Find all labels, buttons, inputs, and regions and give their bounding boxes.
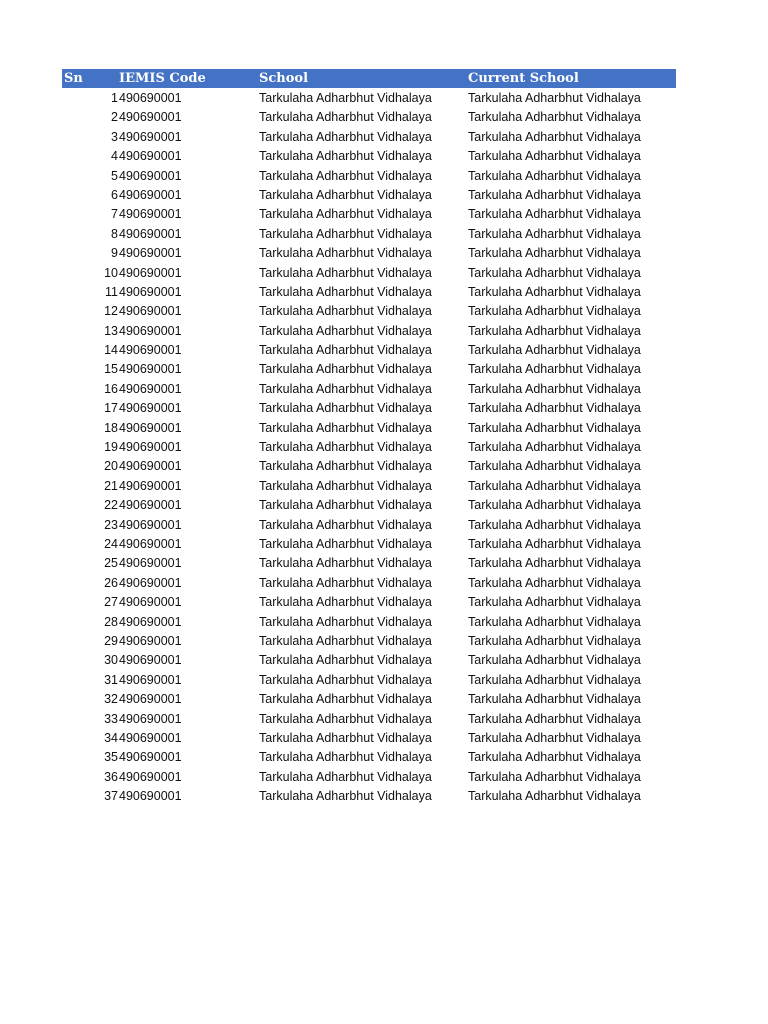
cell-iemis-code: 490690001 bbox=[119, 401, 182, 416]
cell-sn: 23 bbox=[104, 517, 118, 532]
cell-sn: 7 bbox=[111, 207, 118, 222]
cell-current-school: Tarkulaha Adharbhut Vidhalaya bbox=[468, 168, 641, 183]
cell-sn: 29 bbox=[104, 633, 118, 648]
cell-iemis-code: 490690001 bbox=[119, 498, 182, 513]
cell-sn: 6 bbox=[111, 187, 118, 202]
cell-iemis-code: 490690001 bbox=[119, 653, 182, 668]
table-row bbox=[0, 535, 768, 554]
cell-school: Tarkulaha Adharbhut Vidhalaya bbox=[259, 711, 432, 726]
cell-current-school: Tarkulaha Adharbhut Vidhalaya bbox=[468, 401, 641, 416]
cell-current-school: Tarkulaha Adharbhut Vidhalaya bbox=[468, 769, 641, 784]
cell-school: Tarkulaha Adharbhut Vidhalaya bbox=[259, 401, 432, 416]
cell-sn: 4 bbox=[111, 149, 118, 164]
cell-current-school: Tarkulaha Adharbhut Vidhalaya bbox=[468, 536, 641, 551]
cell-sn: 31 bbox=[104, 672, 118, 687]
cell-iemis-code: 490690001 bbox=[119, 91, 182, 105]
cell-iemis-code: 490690001 bbox=[119, 459, 182, 474]
table-row bbox=[0, 89, 768, 108]
cell-school: Tarkulaha Adharbhut Vidhalaya bbox=[259, 556, 432, 571]
table-row bbox=[0, 710, 768, 729]
cell-current-school: Tarkulaha Adharbhut Vidhalaya bbox=[468, 789, 641, 804]
cell-current-school: Tarkulaha Adharbhut Vidhalaya bbox=[468, 653, 641, 668]
cell-current-school: Tarkulaha Adharbhut Vidhalaya bbox=[468, 362, 641, 377]
cell-sn: 20 bbox=[104, 459, 118, 474]
cell-iemis-code: 490690001 bbox=[119, 536, 182, 551]
cell-school: Tarkulaha Adharbhut Vidhalaya bbox=[259, 614, 432, 629]
table-row bbox=[0, 360, 768, 379]
cell-school: Tarkulaha Adharbhut Vidhalaya bbox=[259, 284, 432, 299]
table-row bbox=[0, 613, 768, 632]
cell-school: Tarkulaha Adharbhut Vidhalaya bbox=[259, 498, 432, 513]
cell-sn: 33 bbox=[104, 711, 118, 726]
cell-current-school: Tarkulaha Adharbhut Vidhalaya bbox=[468, 575, 641, 590]
cell-sn: 25 bbox=[104, 556, 118, 571]
cell-current-school: Tarkulaha Adharbhut Vidhalaya bbox=[468, 91, 641, 105]
cell-iemis-code: 490690001 bbox=[119, 207, 182, 222]
cell-current-school: Tarkulaha Adharbhut Vidhalaya bbox=[468, 459, 641, 474]
cell-school: Tarkulaha Adharbhut Vidhalaya bbox=[259, 304, 432, 319]
cell-iemis-code: 490690001 bbox=[119, 420, 182, 435]
table-row bbox=[0, 593, 768, 612]
cell-school: Tarkulaha Adharbhut Vidhalaya bbox=[259, 187, 432, 202]
table-row bbox=[0, 671, 768, 690]
cell-school: Tarkulaha Adharbhut Vidhalaya bbox=[259, 653, 432, 668]
cell-current-school: Tarkulaha Adharbhut Vidhalaya bbox=[468, 614, 641, 629]
cell-sn: 36 bbox=[104, 769, 118, 784]
cell-school: Tarkulaha Adharbhut Vidhalaya bbox=[259, 692, 432, 707]
cell-current-school: Tarkulaha Adharbhut Vidhalaya bbox=[468, 478, 641, 493]
cell-school: Tarkulaha Adharbhut Vidhalaya bbox=[259, 168, 432, 183]
cell-iemis-code: 490690001 bbox=[119, 265, 182, 280]
cell-current-school: Tarkulaha Adharbhut Vidhalaya bbox=[468, 323, 641, 338]
cell-school: Tarkulaha Adharbhut Vidhalaya bbox=[259, 459, 432, 474]
cell-iemis-code: 490690001 bbox=[119, 750, 182, 765]
cell-iemis-code: 490690001 bbox=[119, 730, 182, 745]
cell-school: Tarkulaha Adharbhut Vidhalaya bbox=[259, 362, 432, 377]
cell-sn: 11 bbox=[105, 284, 118, 299]
cell-school: Tarkulaha Adharbhut Vidhalaya bbox=[259, 226, 432, 241]
cell-school: Tarkulaha Adharbhut Vidhalaya bbox=[259, 440, 432, 455]
table-header-row bbox=[62, 69, 676, 88]
cell-current-school: Tarkulaha Adharbhut Vidhalaya bbox=[468, 692, 641, 707]
cell-current-school: Tarkulaha Adharbhut Vidhalaya bbox=[468, 556, 641, 571]
table-row bbox=[0, 167, 768, 186]
table-row bbox=[0, 302, 768, 321]
cell-current-school: Tarkulaha Adharbhut Vidhalaya bbox=[468, 498, 641, 513]
cell-sn: 18 bbox=[104, 420, 118, 435]
cell-sn: 8 bbox=[111, 226, 118, 241]
cell-school: Tarkulaha Adharbhut Vidhalaya bbox=[259, 517, 432, 532]
cell-sn: 28 bbox=[104, 614, 118, 629]
table-row bbox=[0, 225, 768, 244]
table-row bbox=[0, 128, 768, 147]
cell-iemis-code: 490690001 bbox=[119, 692, 182, 707]
cell-iemis-code: 490690001 bbox=[119, 633, 182, 648]
cell-iemis-code: 490690001 bbox=[119, 323, 182, 338]
cell-current-school: Tarkulaha Adharbhut Vidhalaya bbox=[468, 381, 641, 396]
cell-iemis-code: 490690001 bbox=[119, 343, 182, 358]
cell-iemis-code: 490690001 bbox=[119, 672, 182, 687]
cell-iemis-code: 490690001 bbox=[119, 595, 182, 610]
cell-iemis-code: 490690001 bbox=[119, 478, 182, 493]
cell-sn: 37 bbox=[104, 789, 118, 804]
cell-sn: 21 bbox=[104, 478, 118, 493]
table-row bbox=[0, 516, 768, 535]
cell-iemis-code: 490690001 bbox=[119, 575, 182, 590]
table-row bbox=[0, 748, 768, 767]
column-header-sn: Sn bbox=[64, 71, 83, 86]
cell-school: Tarkulaha Adharbhut Vidhalaya bbox=[259, 478, 432, 493]
cell-current-school: Tarkulaha Adharbhut Vidhalaya bbox=[468, 672, 641, 687]
cell-sn: 27 bbox=[104, 595, 118, 610]
cell-school: Tarkulaha Adharbhut Vidhalaya bbox=[259, 595, 432, 610]
cell-current-school: Tarkulaha Adharbhut Vidhalaya bbox=[468, 420, 641, 435]
cell-iemis-code: 490690001 bbox=[119, 556, 182, 571]
cell-current-school: Tarkulaha Adharbhut Vidhalaya bbox=[468, 110, 641, 125]
cell-iemis-code: 490690001 bbox=[119, 187, 182, 202]
cell-sn: 22 bbox=[104, 498, 118, 513]
column-header-iemis-code: IEMIS Code bbox=[119, 71, 206, 86]
table-row bbox=[0, 438, 768, 457]
cell-current-school: Tarkulaha Adharbhut Vidhalaya bbox=[468, 304, 641, 319]
table-row bbox=[0, 186, 768, 205]
cell-current-school: Tarkulaha Adharbhut Vidhalaya bbox=[468, 187, 641, 202]
cell-iemis-code: 490690001 bbox=[119, 362, 182, 377]
cell-iemis-code: 490690001 bbox=[119, 168, 182, 183]
cell-sn: 2 bbox=[111, 110, 118, 125]
cell-sn: 14 bbox=[104, 343, 118, 358]
cell-school: Tarkulaha Adharbhut Vidhalaya bbox=[259, 207, 432, 222]
cell-current-school: Tarkulaha Adharbhut Vidhalaya bbox=[468, 517, 641, 532]
cell-current-school: Tarkulaha Adharbhut Vidhalaya bbox=[468, 440, 641, 455]
cell-iemis-code: 490690001 bbox=[119, 149, 182, 164]
table-row bbox=[0, 787, 768, 806]
cell-school: Tarkulaha Adharbhut Vidhalaya bbox=[259, 343, 432, 358]
table-row bbox=[0, 399, 768, 418]
cell-sn: 34 bbox=[104, 730, 118, 745]
cell-iemis-code: 490690001 bbox=[119, 304, 182, 319]
cell-school: Tarkulaha Adharbhut Vidhalaya bbox=[259, 110, 432, 125]
table-row bbox=[0, 322, 768, 341]
cell-school: Tarkulaha Adharbhut Vidhalaya bbox=[259, 730, 432, 745]
cell-school: Tarkulaha Adharbhut Vidhalaya bbox=[259, 381, 432, 396]
table-body bbox=[0, 89, 768, 806]
cell-school: Tarkulaha Adharbhut Vidhalaya bbox=[259, 672, 432, 687]
cell-sn: 1 bbox=[111, 91, 118, 105]
table-row bbox=[0, 690, 768, 709]
cell-school: Tarkulaha Adharbhut Vidhalaya bbox=[259, 323, 432, 338]
cell-iemis-code: 490690001 bbox=[119, 517, 182, 532]
cell-school: Tarkulaha Adharbhut Vidhalaya bbox=[259, 789, 432, 804]
cell-school: Tarkulaha Adharbhut Vidhalaya bbox=[259, 633, 432, 648]
cell-sn: 24 bbox=[104, 536, 118, 551]
cell-iemis-code: 490690001 bbox=[119, 381, 182, 396]
cell-current-school: Tarkulaha Adharbhut Vidhalaya bbox=[468, 226, 641, 241]
cell-sn: 9 bbox=[111, 246, 118, 261]
table-row bbox=[0, 574, 768, 593]
table-row bbox=[0, 496, 768, 515]
cell-iemis-code: 490690001 bbox=[119, 711, 182, 726]
cell-sn: 17 bbox=[104, 401, 118, 416]
table-row bbox=[0, 729, 768, 748]
table-row bbox=[0, 283, 768, 302]
table-row bbox=[0, 457, 768, 476]
cell-school: Tarkulaha Adharbhut Vidhalaya bbox=[259, 246, 432, 261]
cell-iemis-code: 490690001 bbox=[119, 440, 182, 455]
cell-current-school: Tarkulaha Adharbhut Vidhalaya bbox=[468, 149, 641, 164]
cell-school: Tarkulaha Adharbhut Vidhalaya bbox=[259, 575, 432, 590]
cell-current-school: Tarkulaha Adharbhut Vidhalaya bbox=[468, 343, 641, 358]
cell-iemis-code: 490690001 bbox=[119, 226, 182, 241]
cell-iemis-code: 490690001 bbox=[119, 110, 182, 125]
cell-school: Tarkulaha Adharbhut Vidhalaya bbox=[259, 536, 432, 551]
cell-iemis-code: 490690001 bbox=[119, 789, 182, 804]
cell-sn: 13 bbox=[104, 323, 118, 338]
cell-sn: 5 bbox=[111, 168, 118, 183]
cell-iemis-code: 490690001 bbox=[119, 769, 182, 784]
cell-current-school: Tarkulaha Adharbhut Vidhalaya bbox=[468, 265, 641, 280]
cell-sn: 12 bbox=[104, 304, 118, 319]
table-row bbox=[0, 108, 768, 127]
cell-current-school: Tarkulaha Adharbhut Vidhalaya bbox=[468, 595, 641, 610]
table-row bbox=[0, 477, 768, 496]
cell-current-school: Tarkulaha Adharbhut Vidhalaya bbox=[468, 129, 641, 144]
column-header-current-school: Current School bbox=[468, 71, 579, 86]
cell-sn: 3 bbox=[111, 129, 118, 144]
cell-school: Tarkulaha Adharbhut Vidhalaya bbox=[259, 149, 432, 164]
cell-iemis-code: 490690001 bbox=[119, 129, 182, 144]
table-row bbox=[0, 147, 768, 166]
cell-school: Tarkulaha Adharbhut Vidhalaya bbox=[259, 129, 432, 144]
cell-sn: 15 bbox=[104, 362, 118, 377]
table-row bbox=[0, 419, 768, 438]
cell-current-school: Tarkulaha Adharbhut Vidhalaya bbox=[468, 711, 641, 726]
table-row bbox=[0, 341, 768, 360]
cell-current-school: Tarkulaha Adharbhut Vidhalaya bbox=[468, 750, 641, 765]
cell-current-school: Tarkulaha Adharbhut Vidhalaya bbox=[468, 207, 641, 222]
cell-current-school: Tarkulaha Adharbhut Vidhalaya bbox=[468, 633, 641, 648]
table-row bbox=[0, 554, 768, 573]
table-row bbox=[0, 380, 768, 399]
cell-sn: 10 bbox=[104, 265, 118, 280]
table-row bbox=[0, 632, 768, 651]
column-header-school: School bbox=[259, 71, 309, 86]
cell-current-school: Tarkulaha Adharbhut Vidhalaya bbox=[468, 284, 641, 299]
cell-iemis-code: 490690001 bbox=[119, 614, 182, 629]
cell-sn: 19 bbox=[104, 440, 118, 455]
cell-iemis-code: 490690001 bbox=[119, 246, 182, 261]
table-row bbox=[0, 244, 768, 263]
cell-sn: 30 bbox=[104, 653, 118, 668]
cell-iemis-code: 490690001 bbox=[119, 284, 182, 299]
table-row bbox=[0, 205, 768, 224]
table-row bbox=[0, 651, 768, 670]
cell-school: Tarkulaha Adharbhut Vidhalaya bbox=[259, 91, 432, 105]
table-row bbox=[0, 264, 768, 283]
cell-current-school: Tarkulaha Adharbhut Vidhalaya bbox=[468, 730, 641, 745]
table-row bbox=[0, 768, 768, 787]
cell-school: Tarkulaha Adharbhut Vidhalaya bbox=[259, 420, 432, 435]
cell-sn: 35 bbox=[104, 750, 118, 765]
cell-current-school: Tarkulaha Adharbhut Vidhalaya bbox=[468, 246, 641, 261]
cell-school: Tarkulaha Adharbhut Vidhalaya bbox=[259, 769, 432, 784]
cell-sn: 26 bbox=[104, 575, 118, 590]
cell-school: Tarkulaha Adharbhut Vidhalaya bbox=[259, 750, 432, 765]
cell-sn: 16 bbox=[104, 381, 118, 396]
cell-sn: 32 bbox=[104, 692, 118, 707]
cell-school: Tarkulaha Adharbhut Vidhalaya bbox=[259, 265, 432, 280]
